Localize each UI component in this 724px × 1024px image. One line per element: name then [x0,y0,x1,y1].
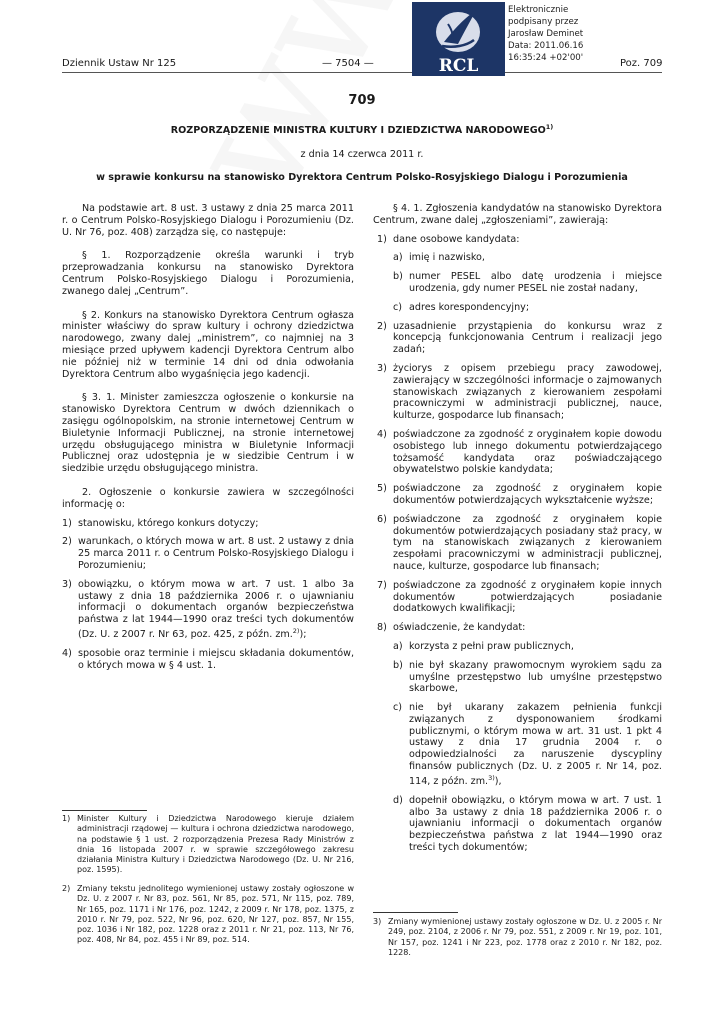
footnote-divider [373,912,458,913]
rcl-logo-text: RCL [438,56,479,76]
list-item: 2) uzasadnienie przystąpienia do konkursu wraz z koncepcją funkcjonowania Centrum i realizacji jego zadań; [377,320,662,356]
footnote: 3) Zmiany wymienionej ustawy zostały ogłoszone w Dz. U. z 2005 r. Nr 249, poz. 2104, z 2006 r. Nr 79, poz. 551, z 2009 r. Nr 19, poz. 101, Nr 157, poz. 1241 i Nr 223, poz. 1778 oraz z 2010 r. Nr 182, poz. 1228. [373,917,662,957]
footnote-ref: 1) [545,123,554,131]
act-subject: w sprawie konkursu na stanowisko Dyrektora Centrum Polsko-Rosyjskiego Dialogu i Porozumienia [96,172,628,183]
list-item: 1) stanowisku, którego konkurs dotyczy; [62,517,259,529]
footnote: 2) Zmiany tekstu jednolitego wymienionej ustawy zostały ogłoszone w Dz. U. z 2007 r. Nr 83, poz. 561, Nr 85, poz. 571, Nr 115, poz. 789, Nr 165, poz. 1171 i Nr 176, poz. 1242, z 2009 r. Nr 178, poz. 1375, z 2010 r. Nr 79, poz. 522, Nr 96, poz. 620, Nr 127, poz. 857, Nr 155, poz. 1036 i Nr 182, poz. 1228 oraz z 2011 r. Nr 21, poz. 113, Nr 76, poz. 408, Nr 84, poz. 455 i Nr 89, poz. 514. [62,884,354,945]
signature-line: Elektronicznie [508,5,569,15]
right-column [373,203,662,854]
footnote-ref: 3) [488,773,495,782]
page-number: — 7504 — [322,58,374,69]
list-item: 3) życiorys z opisem przebiegu pracy zawodowej, zawierający w szczególności informacje o zajmowanych stanowiskach związanych z kierowaniem zespołami pracowniczymi w administracji publicznej, nauce, kulturze, gospodarce lub finansach; [377,362,662,422]
signature-line: podpisany przez [508,17,579,27]
list-item: 4) poświadczone za zgodność z oryginałem kopie dowodu osobistego lub innego dokumentu potwierdzającego tożsamość kandydata oraz poświadczającego obywatelstwo polskie kandydata; [377,428,662,476]
header-rule [62,72,662,73]
paragraph-1: § 1. Rozporządzenie określa warunki i tryb przeprowadzania konkursu na stanowisko Dyrektora Centrum Polsko-Rosyjskiego Dialogu i Porozumienia, zwanego dalej „Centrum”. [62,250,354,297]
paragraph-3: § 3. 1. Minister zamieszcza ogłoszenie o konkursie na stanowisko Dyrektora Centrum w dwóch dziennikach o zasięgu ogólnopolskim, na stronie internetowej Centrum w Biuletynie Informacji Publicznej, na stronie internetowej urzędu obsługującego ministra w Biuletynie Informacji Publicznej oraz udostępnia je w siedzibie Centrum i w siedzibie urzędu obsługującego ministra. [62,392,354,475]
signature-line: 16:35:24 +02'00' [508,53,584,63]
sub-list-item: a) imię i nazwisko, [393,252,485,264]
sub-list-item: c) nie był ukarany zakazem pełnienia funkcji związanych z dysponowaniem środkami publicznymi, o którym mowa w art. 31 ust. 1 pkt 4 ustawy z dnia 17 grudnia 2004 r. o odpowiedzialności za naruszenie dyscypliny finansów publicznych (Dz. U. z 2005 r. Nr 14, poz. 114, z późn. zm.$^{3)}$), [393,702,662,788]
sub-list-item: a) korzysta z pełni praw publicznych, [393,640,574,652]
list-item: 8) oświadczenie, że kandydat: [377,622,526,634]
list-item: 5) poświadczone za zgodność z oryginałem kopie dokumentów potwierdzających wykształcenie wyższe; [377,483,662,506]
sub-list-item: b) numer PESEL albo datę urodzenia i miejsce urodzenia, gdy numer PESEL nie został nadany, [393,271,662,294]
footnote-divider [62,810,147,811]
paragraph-2: § 2. Konkurs na stanowisko Dyrektora Centrum ogłasza minister właściwy do spraw kultury i ochrony dziedzictwa narodowego, zwany dalej „ministrem”, co najmniej na 3 miesiące przed upływem kadencji Dyrektora Centrum albo nie później niż w terminie 14 dni od dnia odwołania Dyrektora Centrum albo wygaśnięcia jego kadencji. [62,309,354,380]
sub-list-item: c) adres korespondencyjny; [393,301,530,313]
intro-paragraph: Na podstawie art. 8 ust. 3 ustawy z dnia 25 marca 2011 r. o Centrum Polsko-Rosyjskiego Dialogu i Porozumieniu (Dz. U. Nr 76, poz. 408) zarządza się, co następuje: [62,203,354,238]
list-item: 1) dane osobowe kandydata: [377,233,520,245]
left-column [62,203,354,671]
sub-list-item: d) dopełnił obowiązku, o którym mowa w art. 7 ust. 1 albo 3a ustawy z dnia 18 października 2006 r. o ujawnianiu informacji o dokumentach organów bezpieczeństwa państwa z lat 1944—1990 oraz treści tych dokumentów; [393,794,662,854]
journal-name: Dziennik Ustaw Nr 125 [62,58,177,69]
list-item: 4) sposobie oraz terminie i miejscu składania dokumentów, o których mowa w § 4 ust. 1. [62,647,354,671]
sub-list-item: b) nie był skazany prawomocnym wyrokiem sądu za umyślne przestępstwo lub umyślne przestępstwo skarbowe, [393,659,662,695]
paragraph-4: § 4. 1. Zgłoszenia kandydatów na stanowisko Dyrektora Centrum, zwane dalej „zgłoszeniami”, zawierają: [373,203,662,226]
list-item: 2) warunkach, o których mowa w art. 8 ust. 2 ustawy z dnia 25 marca 2011 r. o Centrum Polsko-Rosyjskiego Dialogu i Porozumieniu; [62,536,354,571]
act-date: z dnia 14 czerwca 2011 r. [300,149,424,160]
position-number: Poz. 709 [620,58,663,69]
act-title-text: ROZPORZĄDZENIE MINISTRA KULTURY I DZIEDZICTWA NARODOWEGO [170,125,546,137]
act-number: 709 [348,93,376,108]
rcl-logo [412,2,505,76]
paragraph-3-2: 2. Ogłoszenie o konkursie zawiera w szczególności informację o: [62,486,354,510]
signature-line: Jarosław Deminet [508,29,584,39]
list-item: 7) poświadczone za zgodność z oryginałem kopie innych dokumentów potwierdzających posiadanie dodatkowych kwalifikacji; [377,579,662,615]
footnote-ref: 2) [292,626,300,635]
electronic-signature [508,4,583,64]
list-item: 3) obowiązku, o którym mowa w art. 7 ust. 1 albo 3a ustawy z dnia 18 października 2006 r. o ujawnianiu informacji o dokumentach organów bezpieczeństwa państwa z lat 1944—1990 oraz treści tych dokumentów (Dz. U. z 2007 r. Nr 63, poz. 425, z późn. zm.$^{2)}$); [62,578,354,641]
act-title [0,123,724,136]
footnote: 1) Minister Kultury i Dziedzictwa Narodowego kieruje działem administracji rządowej — kultura i ochrona dziedzictwa narodowego, na podstawie § 1 ust. 2 rozporządzenia Prezesa Rady Ministrów z dnia 16 listopada 2007 r. w sprawie szczegółowego zakresu działania Ministra Kultury i Dziedzictwa Narodowego (Dz. U. Nr 216, poz. 1595). [62,814,354,875]
list-item: 6) poświadczone za zgodność z oryginałem kopie dokumentów potwierdzających posiadany staż pracy, w tym na stanowiskach związanych z kierowaniem zespołami pracowniczymi w administracji publicznej, nauce, kulturze, gospodarce lub finansach; [377,513,662,572]
signature-line: Data: 2011.06.16 [508,41,584,51]
